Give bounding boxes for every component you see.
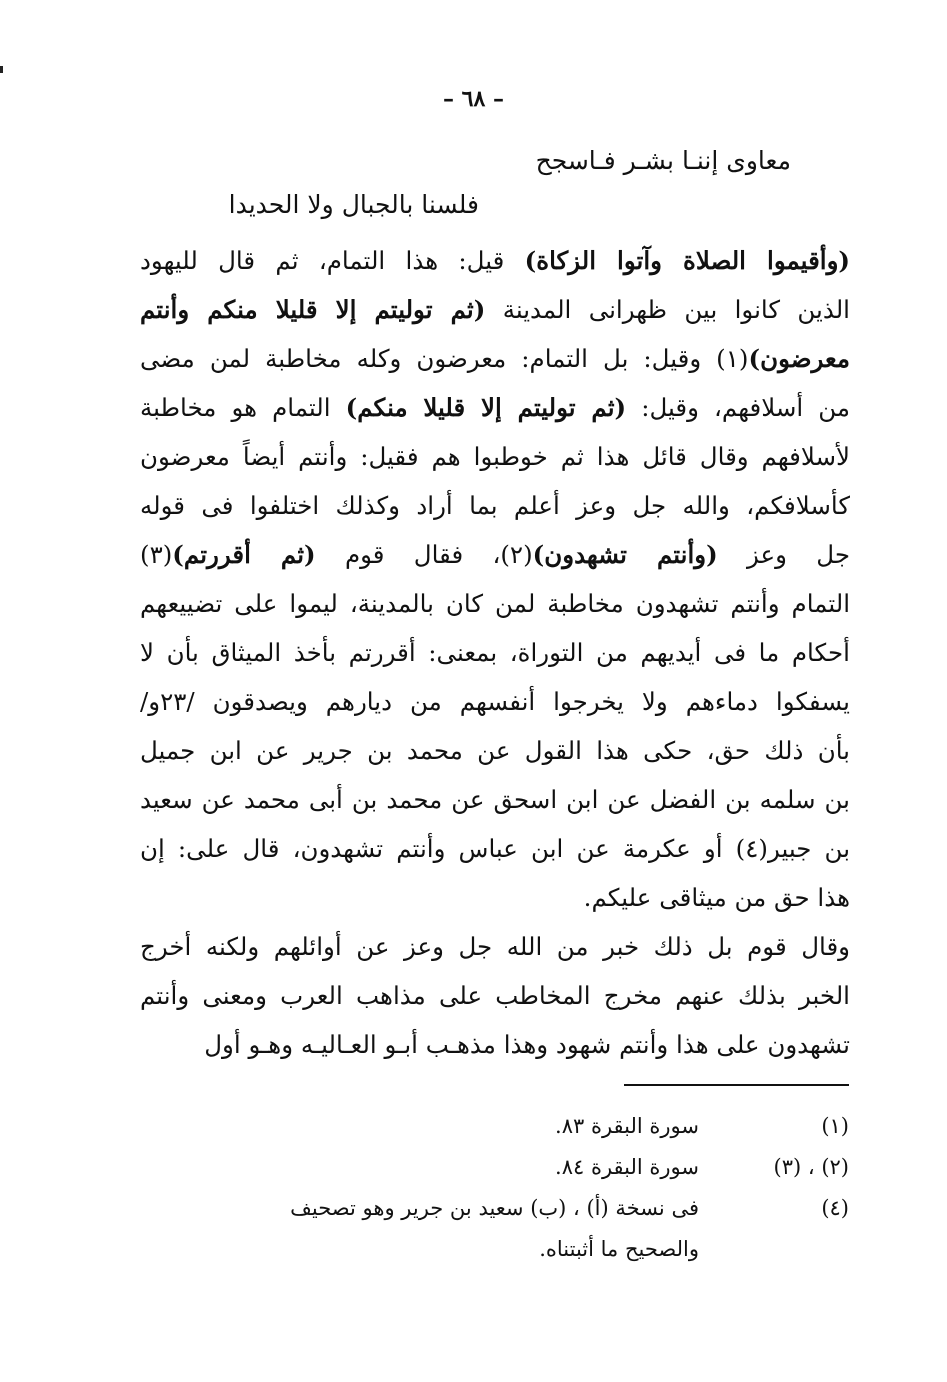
text-segment: وقال قوم بل ذلك خبر من الله جل وعز عن أوائلهم ولكنه أخرج [140,932,850,961]
text-segment: (٣) [140,540,173,569]
footnote-text: فى نسخة (أ) ، (ب) سعيد بن جرير وهو تصحيف [290,1196,699,1220]
text-line [140,824,850,873]
body-text [140,236,850,1069]
text-segment: أحكام ما فى أيديهم من التوراة، بمعنى: أقررتم بأخذ الميثاق بأن لا [140,638,850,667]
text-segment: التمام هو مخاطبة [140,393,346,422]
text-segment: الذين كانوا بين ظهرانى المدينة [485,295,850,324]
text-line [140,1020,850,1069]
footnote-text: سورة البقرة ٨٣. [555,1114,699,1138]
text-line [140,285,850,334]
scan-mark [0,66,3,73]
text-line [140,971,850,1020]
footnote [189,1106,849,1147]
text-line [140,922,850,971]
text-segment: من أسلافهم، وقيل: [626,393,850,422]
footnote-separator [624,1084,849,1086]
footnote-number: (٤) [821,1196,849,1220]
text-line [140,432,850,481]
footnote [189,1188,849,1229]
text-line [140,726,850,775]
text-segment: (٢)، فقال قوم [315,540,533,569]
text-segment: لأسلافهم وقال قائل هذا ثم خوطبوا هم فقيل: وأنتم أيضاً معرضون [140,442,850,471]
text-segment: (١) وقيل: بل التمام: معرضون وكله مخاطبة لمن مضى [140,344,749,373]
footnotes [189,1106,849,1270]
text-line [140,334,850,383]
text-segment: تشهدون على هذا وأنتم شهود وهذا مذهـب أبـو العـاليـه وهـو أول [204,1030,850,1059]
text-line [140,530,850,579]
footnote-text: سورة البقرة ٨٤. [555,1155,699,1179]
text-segment: هذا حق من ميثاقى عليكم. [583,883,850,912]
quran-quote: (ثم توليتم إلا قليلا منكم) [345,393,627,422]
text-line [140,579,850,628]
footnote-text: والصحيح ما أثبتناه. [539,1237,699,1261]
text-segment: التمام وأنتم تشهدون مخاطبة لمن كان بالمدينة، ليموا على تضييعهم [140,589,850,618]
quran-quote: (ثم توليتم إلا قليلا منكم وأنتم [140,295,486,324]
text-line [140,236,850,285]
text-segment: بن سلمه بن الفضل عن ابن اسحق عن محمد بن أبى محمد عن سعيد [140,785,850,814]
footnote-number: (٢) ، (٣) [773,1155,849,1179]
text-segment: الخبر بذلك عنهم مخرج المخاطب على مذاهب العرب ومعنى وأنتم [140,981,850,1010]
quran-quote: (وأنتم تشهدون) [532,540,718,569]
page-number: – ٦٨ – [443,86,504,112]
quran-quote: معرضون) [748,344,850,373]
footnote [189,1147,849,1188]
text-segment: بن جبير(٤) أو عكرمة عن ابن عباس وأنتم تشهدون، قال على: إن [140,834,850,863]
footnote [189,1229,849,1270]
text-segment: قيل: هذا التمام، ثم قال لليهود [140,246,525,275]
poem-line-1: معاوى إننـا بشـر فـاسجح [535,146,791,175]
text-segment: بأن ذلك حق، حكى هذا القول عن محمد بن جرير عن ابن جميل [140,736,850,765]
text-line [140,481,850,530]
text-segment: جل وعز [717,540,850,569]
text-line [140,677,850,726]
footnote-number: (١) [821,1114,849,1138]
text-segment: كأسلافكم، والله جل وعز أعلم بما أراد وكذلك اختلفوا فى قوله [140,491,850,520]
text-line [140,775,850,824]
quran-quote: (ثم أقررتم) [172,540,316,569]
footnote-number [699,1229,849,1270]
text-line [140,383,850,432]
text-line [140,873,850,922]
text-line [140,628,850,677]
text-segment: يسفكوا دماءهم ولا يخرجوا أنفسهم من ديارهم ويصدقون /٢٣و/ [140,687,850,716]
poem-line-2: فلسنا بالجبال ولا الحديدا [228,190,479,219]
quran-quote: (وأقيموا الصلاة وآتوا الزكاة) [524,246,850,275]
